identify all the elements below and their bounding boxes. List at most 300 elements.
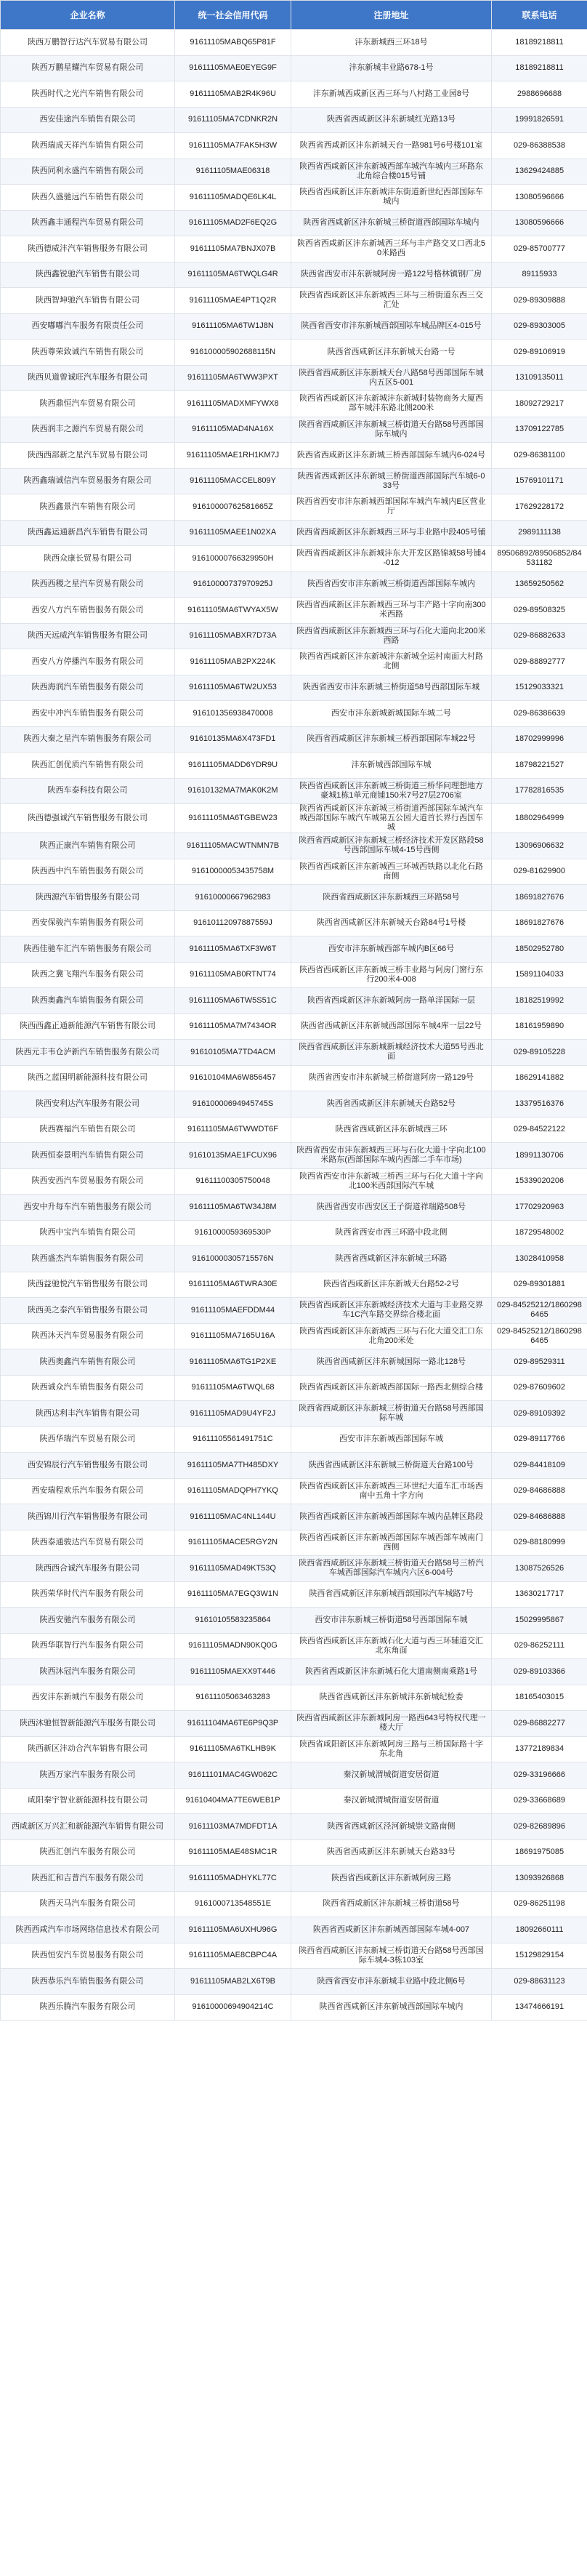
cell-phone: 18802964999 bbox=[492, 804, 587, 833]
table-row bbox=[1, 1581, 587, 1608]
table-row bbox=[1, 988, 587, 1014]
cell-address: 西安市沣东新城新城国际车城二号 bbox=[291, 701, 492, 727]
cell-name: 陕西汇和吉普汽车服务有限公司 bbox=[1, 1866, 175, 1892]
cell-address: 陕西省西咸新区沣东新城西部车城汽车城内三环路东北角综合楼015号铺 bbox=[291, 159, 492, 185]
cell-code: 91611105MA6TWWDT6F bbox=[175, 1117, 291, 1143]
cell-name: 陕西新区沣动合汽车销售有限公司 bbox=[1, 1736, 175, 1762]
cell-code: 91611105MA7M7434OR bbox=[175, 1014, 291, 1040]
cell-address: 陕西省西咸新区沣东新城沣东大开发区路锦城58号铺4-012 bbox=[291, 546, 492, 572]
cell-code: 91611105MA6TW34J8M bbox=[175, 1195, 291, 1221]
cell-address: 陕西省西咸新区沣东新城三桥街道西部国际汽车城6-033号 bbox=[291, 468, 492, 494]
cell-name: 陕西恒安汽车贸易服务有限公司 bbox=[1, 1943, 175, 1969]
cell-code: 91611105MAE4PT1Q2R bbox=[175, 288, 291, 314]
cell-name: 陕西天远威汽车销售服务有限公司 bbox=[1, 623, 175, 649]
cell-address: 陕西省西咸新区沣东新城西三环与石化大道向北200米西路 bbox=[291, 623, 492, 649]
cell-code: 91611105MAD49KT53Q bbox=[175, 1556, 291, 1582]
cell-phone: 13080596666 bbox=[492, 210, 587, 236]
cell-phone: 15129829154 bbox=[492, 1943, 587, 1969]
table-row bbox=[1, 1117, 587, 1143]
cell-code: 91611104MA6TE6P9Q3P bbox=[175, 1711, 291, 1737]
cell-code: 91611105MAB2LX6T9B bbox=[175, 1969, 291, 1995]
cell-phone: 029-82689896 bbox=[492, 1814, 587, 1840]
cell-phone: 13629424885 bbox=[492, 159, 587, 185]
cell-phone: 15029995867 bbox=[492, 1608, 587, 1634]
cell-phone: 19991826591 bbox=[492, 107, 587, 133]
cell-phone: 029-89109392 bbox=[492, 1401, 587, 1427]
cell-code: 91611105MAE06318 bbox=[175, 159, 291, 185]
table-row bbox=[1, 546, 587, 572]
cell-address: 西安市沣东新城西部国际车城 bbox=[291, 1427, 492, 1453]
table-row bbox=[1, 1556, 587, 1582]
cell-phone: 17782816535 bbox=[492, 778, 587, 804]
cell-name: 陕西润丰之源汽车贸易有限公司 bbox=[1, 417, 175, 443]
table-body bbox=[1, 30, 587, 2021]
cell-address: 陕西省西咸新区沣东新城天台八路58号西部国际车城内五区5-001 bbox=[291, 365, 492, 391]
cell-address: 陕西省西咸新区沣东新城西三环 bbox=[291, 1117, 492, 1143]
table-row bbox=[1, 1323, 587, 1349]
cell-code: 91611105MAE48SMC1R bbox=[175, 1839, 291, 1866]
cell-code: 91610105583235864 bbox=[175, 1608, 291, 1634]
table-row bbox=[1, 623, 587, 649]
table-row bbox=[1, 1453, 587, 1479]
cell-phone: 18092660111 bbox=[492, 1917, 587, 1943]
table-row bbox=[1, 1195, 587, 1221]
cell-name: 陕西荣华时代汽车服务有限公司 bbox=[1, 1581, 175, 1608]
cell-address: 秦汉新城渭城街道安居街道 bbox=[291, 1762, 492, 1789]
table-row bbox=[1, 107, 587, 133]
cell-phone: 2989111138 bbox=[492, 520, 587, 546]
cell-phone: 18189218811 bbox=[492, 30, 587, 56]
cell-phone: 029-89303005 bbox=[492, 313, 587, 340]
cell-code: 91610000053435758M bbox=[175, 859, 291, 885]
cell-address: 陕西省西安市沣东新城三桥街道阿房一路129号 bbox=[291, 1065, 492, 1091]
table-row bbox=[1, 885, 587, 911]
cell-address: 陕西省西咸新区沣东新城阿房一路单洋国际一层 bbox=[291, 988, 492, 1014]
table-row bbox=[1, 1168, 587, 1195]
cell-code: 91610000737970925J bbox=[175, 571, 291, 598]
cell-phone: 029-89106919 bbox=[492, 340, 587, 366]
cell-address: 陕西省西咸新区沣东新城阿房三路 bbox=[291, 1866, 492, 1892]
cell-code: 91611105MAEE1N02XA bbox=[175, 520, 291, 546]
cell-name: 陕西奥鑫汽车销售有限公司 bbox=[1, 1349, 175, 1376]
table-row bbox=[1, 1891, 587, 1917]
cell-name: 陕西时代之光汽车销售有限公司 bbox=[1, 81, 175, 108]
table-row bbox=[1, 675, 587, 701]
cell-phone: 029-89529311 bbox=[492, 1349, 587, 1376]
cell-phone: 13474666191 bbox=[492, 1994, 587, 2021]
cell-code: 91611105MADHYKL77C bbox=[175, 1866, 291, 1892]
cell-code: 91611105MABQ65P81F bbox=[175, 30, 291, 56]
cell-code: 91610105MA7TD4ACM bbox=[175, 1040, 291, 1066]
cell-code: 91610000694945745S bbox=[175, 1091, 291, 1118]
cell-code: 91611105MAD2F6EQ2G bbox=[175, 210, 291, 236]
cell-name: 陕西恒泰景明汽车销售有限公司 bbox=[1, 1143, 175, 1169]
cell-name: 陕西万鹏智行达汽车贸易有限公司 bbox=[1, 30, 175, 56]
cell-name: 西咸新区万兴汇和新能源汽车销售有限公司 bbox=[1, 1814, 175, 1840]
table-row bbox=[1, 1659, 587, 1685]
cell-phone: 15339020206 bbox=[492, 1168, 587, 1195]
table-row bbox=[1, 159, 587, 185]
cell-name: 陕西鑫景汽车销售有限公司 bbox=[1, 494, 175, 521]
table-row bbox=[1, 726, 587, 753]
cell-phone: 029-85700777 bbox=[492, 236, 587, 262]
column-header-phone: 联系电话 bbox=[492, 1, 587, 30]
cell-code: 91611105MACWTNMN7B bbox=[175, 833, 291, 859]
cell-address: 沣东新城丰业路678-1号 bbox=[291, 55, 492, 81]
cell-code: 91611105MA6TWRA30E bbox=[175, 1272, 291, 1298]
table-row bbox=[1, 288, 587, 314]
cell-code: 91610104MA6W856457 bbox=[175, 1065, 291, 1091]
table-row bbox=[1, 1375, 587, 1401]
cell-phone: 18691827676 bbox=[492, 910, 587, 936]
table-row bbox=[1, 391, 587, 417]
table-row bbox=[1, 1220, 587, 1246]
cell-code: 91611105MA6UXHU96G bbox=[175, 1917, 291, 1943]
cell-phone: 13709122785 bbox=[492, 417, 587, 443]
table-row bbox=[1, 1866, 587, 1892]
cell-address: 陕西省西安市沣东新城西部国际车城品牌区4-015号 bbox=[291, 313, 492, 340]
cell-name: 陕西西咸汽车市场网络信息技术有限公司 bbox=[1, 1917, 175, 1943]
cell-address: 陕西省西咸新区泾河新城崇文路南侧 bbox=[291, 1814, 492, 1840]
cell-phone: 89506892/89506852/84531182 bbox=[492, 546, 587, 572]
cell-phone: 18161959890 bbox=[492, 1014, 587, 1040]
cell-name: 陕西西稷之星汽车贸易有限公司 bbox=[1, 571, 175, 598]
table-row bbox=[1, 417, 587, 443]
cell-name: 陕西锦川行汽车销售服务有限公司 bbox=[1, 1504, 175, 1530]
cell-code: 91611105MAE1RH1KM7J bbox=[175, 443, 291, 469]
table-row bbox=[1, 778, 587, 804]
cell-phone: 18798221527 bbox=[492, 753, 587, 779]
table-row bbox=[1, 1143, 587, 1169]
cell-address: 陕西省西安市沣东新城西三环与石化大道十字向北100米路东(西部国际车城内西部二手车市场) bbox=[291, 1143, 492, 1169]
cell-phone: 13659250562 bbox=[492, 571, 587, 598]
cell-code: 91610000762581665Z bbox=[175, 494, 291, 521]
table-row bbox=[1, 804, 587, 833]
cell-address: 陕西省西咸新区沣东新城西三环路58号 bbox=[291, 885, 492, 911]
cell-address: 陕西省西咸新区沣东新城三桥丰业路与阿房门窗行东行200米4-008 bbox=[291, 962, 492, 988]
cell-name: 陕西德强诚汽车销售服务有限公司 bbox=[1, 804, 175, 833]
cell-address: 陕西省西咸新区沣东新城三桥西部国际车城内6-024号 bbox=[291, 443, 492, 469]
cell-phone: 17702920963 bbox=[492, 1195, 587, 1221]
cell-address: 陕西省西咸新区沣东新城阿房一路西643号特权代理一楼大厅 bbox=[291, 1711, 492, 1737]
cell-phone: 029-86388538 bbox=[492, 133, 587, 159]
cell-name: 陕西华瑞汽车贸易有限公司 bbox=[1, 1427, 175, 1453]
cell-name: 陕西泰通骏达汽车贸易有限公司 bbox=[1, 1530, 175, 1556]
cell-phone: 18691827676 bbox=[492, 885, 587, 911]
cell-phone: 029-81629900 bbox=[492, 859, 587, 885]
column-header-address: 注册地址 bbox=[291, 1, 492, 30]
cell-address: 陕西省西安市沣东新城丰业路中段北侧6号 bbox=[291, 1969, 492, 1995]
header-row bbox=[1, 1, 587, 30]
table-row bbox=[1, 30, 587, 56]
cell-phone: 18691975085 bbox=[492, 1839, 587, 1866]
cell-phone: 15129033321 bbox=[492, 675, 587, 701]
cell-address: 陕西省西咸新区沣东新城红光路13号 bbox=[291, 107, 492, 133]
cell-name: 陕西沐天汽车贸易服务有限公司 bbox=[1, 1323, 175, 1349]
cell-code: 91611105MAE0EYEG9F bbox=[175, 55, 291, 81]
cell-phone: 029-86381100 bbox=[492, 443, 587, 469]
table-row bbox=[1, 1530, 587, 1556]
cell-name: 陕西万鹏星耀汽车贸易有限公司 bbox=[1, 55, 175, 81]
cell-address: 陕西省西咸新区沣东新城沣东新城全运村南面大村路北侧 bbox=[291, 649, 492, 675]
table-row bbox=[1, 1608, 587, 1634]
cell-code: 91611105MAB2R4K96U bbox=[175, 81, 291, 108]
cell-phone: 029-84418109 bbox=[492, 1453, 587, 1479]
cell-name: 西安佳途汽车销售有限公司 bbox=[1, 107, 175, 133]
cell-name: 陕西乐腾汽车服务有限公司 bbox=[1, 1994, 175, 2021]
table-row bbox=[1, 1633, 587, 1659]
cell-phone: 18991130706 bbox=[492, 1143, 587, 1169]
table-row bbox=[1, 1349, 587, 1376]
cell-name: 陕西恭乐汽车销售服务有限公司 bbox=[1, 1969, 175, 1995]
cell-address: 陕西省西咸新区沣东新城三桥街道天台路100号 bbox=[291, 1453, 492, 1479]
cell-phone: 18729548002 bbox=[492, 1220, 587, 1246]
table-row bbox=[1, 1814, 587, 1840]
cell-name: 西安八方停播汽车服务有限公司 bbox=[1, 649, 175, 675]
cell-address: 沣东新城西部国际车城 bbox=[291, 753, 492, 779]
cell-address: 陕西省西咸新区沣东新城天台一路981号6号楼101室 bbox=[291, 133, 492, 159]
cell-name: 陕西安西汽车贸易服务有限公司 bbox=[1, 1168, 175, 1195]
cell-code: 91611103MA7MDFDT1A bbox=[175, 1814, 291, 1840]
cell-phone: 13087526526 bbox=[492, 1556, 587, 1582]
table-row bbox=[1, 571, 587, 598]
cell-code: 91611105MAB2PX224K bbox=[175, 649, 291, 675]
cell-phone: 029-33668689 bbox=[492, 1788, 587, 1814]
table-row bbox=[1, 701, 587, 727]
table-row bbox=[1, 468, 587, 494]
cell-code: 91611105MA7FAK5H3W bbox=[175, 133, 291, 159]
cell-name: 陕西海润汽车销售服务有限公司 bbox=[1, 675, 175, 701]
cell-address: 陕西省西咸新区沣东新城经济技术大道与丰业路交界车1C汽车路交界综合楼北面 bbox=[291, 1298, 492, 1324]
cell-address: 沣东新城西三环18号 bbox=[291, 30, 492, 56]
cell-code: 91610135MA6X473FD1 bbox=[175, 726, 291, 753]
cell-name: 陕西沐冠汽车服务有限公司 bbox=[1, 1659, 175, 1685]
cell-phone: 029-84686888 bbox=[492, 1478, 587, 1504]
cell-name: 陕西之冀飞翔汽车服务有限公司 bbox=[1, 962, 175, 988]
cell-code: 91611100305750048 bbox=[175, 1168, 291, 1195]
cell-code: 91611105MA6TKLHB9K bbox=[175, 1736, 291, 1762]
cell-name: 陕西奥鑫汽车销售服务有限公司 bbox=[1, 988, 175, 1014]
cell-phone: 029-33196666 bbox=[492, 1762, 587, 1789]
cell-phone: 029-87609602 bbox=[492, 1375, 587, 1401]
cell-name: 陕西益驰悦汽车销售服务有限公司 bbox=[1, 1272, 175, 1298]
cell-code: 91610000694904214C bbox=[175, 1994, 291, 2021]
cell-name: 陕西赛福汽车销售有限公司 bbox=[1, 1117, 175, 1143]
cell-address: 秦汉新城渭城街道安居街道 bbox=[291, 1788, 492, 1814]
cell-address: 陕西省西咸新区沣东新城西部国际车城西部车城南门西侧 bbox=[291, 1530, 492, 1556]
cell-code: 91610000667962983 bbox=[175, 885, 291, 911]
cell-name: 陕西万家汽车服务有限公司 bbox=[1, 1762, 175, 1789]
table-row bbox=[1, 598, 587, 624]
cell-name: 陕西安利达汽车服务有限公司 bbox=[1, 1091, 175, 1118]
cell-name: 陕西安驰汽车服务有限公司 bbox=[1, 1608, 175, 1634]
cell-code: 91611105063463283 bbox=[175, 1685, 291, 1711]
cell-address: 陕西省西咸新区沣东新城西三环世纪大道车汇市场西南中五角十字方向 bbox=[291, 1478, 492, 1504]
cell-phone: 13379516376 bbox=[492, 1091, 587, 1118]
table-row bbox=[1, 520, 587, 546]
cell-address: 陕西省西咸新区沣东新城新城经济技术大道55号西北面 bbox=[291, 1040, 492, 1066]
cell-phone: 2988696688 bbox=[492, 81, 587, 108]
cell-name: 陕西久盛驰远汽车销售有限公司 bbox=[1, 185, 175, 211]
cell-code: 91611105MA6TXF3W6T bbox=[175, 936, 291, 963]
cell-code: 91611105MACCEL809Y bbox=[175, 468, 291, 494]
cell-address: 陕西省西咸新区沣东新城天台路52号 bbox=[291, 1091, 492, 1118]
cell-address: 陕西省西安市沣东新城三桥西三环与石化大道十字向北100米西部国际汽车城 bbox=[291, 1168, 492, 1195]
cell-phone: 029-89508325 bbox=[492, 598, 587, 624]
cell-phone: 029-86882633 bbox=[492, 623, 587, 649]
cell-name: 陕西德威沣汽车销售服务有限公司 bbox=[1, 236, 175, 262]
cell-address: 陕西省西咸新区沣东新城西三环城西铁路以北化石路南侧 bbox=[291, 859, 492, 885]
cell-phone: 89115933 bbox=[492, 262, 587, 288]
cell-address: 陕西省西咸新区沣东新城三桥街道三桥华问理想地方豪城1栋1单元商铺150米7号27层2706室 bbox=[291, 778, 492, 804]
cell-code: 91611105MACE5RGY2N bbox=[175, 1530, 291, 1556]
table-row bbox=[1, 365, 587, 391]
cell-address: 陕西省西咸新区沣东新城三桥街道58号 bbox=[291, 1891, 492, 1917]
cell-name: 陕西汇创汽车服务有限公司 bbox=[1, 1839, 175, 1866]
table-row bbox=[1, 443, 587, 469]
cell-address: 陕西省西安市沣东新城阿房一路122号格林镇钢厂房 bbox=[291, 262, 492, 288]
cell-phone: 029-86251198 bbox=[492, 1891, 587, 1917]
cell-name: 陕西鼎恒汽车贸易有限公司 bbox=[1, 391, 175, 417]
cell-name: 陕西众康长贸易有限公司 bbox=[1, 546, 175, 572]
cell-code: 91611105MAC4NL144U bbox=[175, 1504, 291, 1530]
table-row bbox=[1, 1040, 587, 1066]
table-row bbox=[1, 262, 587, 288]
cell-code: 91611105MA6TWQL68 bbox=[175, 1375, 291, 1401]
cell-code: 91611105MA6TWYAX5W bbox=[175, 598, 291, 624]
cell-name: 陕西源汽车销售服务有限公司 bbox=[1, 885, 175, 911]
table-row bbox=[1, 81, 587, 108]
cell-phone: 029-84686888 bbox=[492, 1504, 587, 1530]
cell-address: 陕西省西咸新区沣东新城沣东新城纪检委 bbox=[291, 1685, 492, 1711]
table-row bbox=[1, 753, 587, 779]
cell-code: 91611105MA7TH485DXY bbox=[175, 1453, 291, 1479]
table-row bbox=[1, 133, 587, 159]
cell-address: 陕西省咸阳新区沣东新城阿房三路与三桥国际路十字东北角 bbox=[291, 1736, 492, 1762]
cell-address: 陕西省西咸新区沣东新城三桥街道西部国际车城汽车城西部国际车城汽车城第五公园大道首长界行西国车城 bbox=[291, 804, 492, 833]
cell-name: 陕西西中汽车销售服务有限公司 bbox=[1, 859, 175, 885]
column-header-code: 统一社会信用代码 bbox=[175, 1, 291, 30]
cell-phone: 029-89105228 bbox=[492, 1040, 587, 1066]
cell-name: 西安嘟嘟汽车服务有限责任公司 bbox=[1, 313, 175, 340]
cell-name: 陕西鑫瑞诚信汽车贸易服务有限公司 bbox=[1, 468, 175, 494]
cell-name: 陕西沐驰恒智新能源汽车服务有限公司 bbox=[1, 1711, 175, 1737]
cell-address: 陕西省西咸新区沣东新城天台路33号 bbox=[291, 1839, 492, 1866]
table-row bbox=[1, 1685, 587, 1711]
table-row bbox=[1, 1943, 587, 1969]
cell-name: 陕西天马汽车服务有限公司 bbox=[1, 1891, 175, 1917]
table-header bbox=[1, 1, 587, 30]
cell-address: 陕西省西咸新区沣东新城石化大道与西三环辅道交汇北东角面 bbox=[291, 1633, 492, 1659]
table-row bbox=[1, 236, 587, 262]
cell-address: 陕西省西咸新区沣东新城三桥经济技术开发区路段58号西部国际车城4-15号西侧 bbox=[291, 833, 492, 859]
cell-phone: 18502952780 bbox=[492, 936, 587, 963]
table-row bbox=[1, 649, 587, 675]
cell-name: 陕西汇创优质汽车销售有限公司 bbox=[1, 753, 175, 779]
cell-code: 91611105MA7165U16A bbox=[175, 1323, 291, 1349]
cell-address: 陕西省西咸新区沣东新城西部国际车城4库一层22号 bbox=[291, 1014, 492, 1040]
cell-address: 陕西省西安市沣东新城西部国际车城汽车城内E区营业厅 bbox=[291, 494, 492, 521]
cell-name: 西安中升每车汽车销售服务有限公司 bbox=[1, 1195, 175, 1221]
cell-phone: 029-88892777 bbox=[492, 649, 587, 675]
cell-code: 91611105MADQPH7YKQ bbox=[175, 1478, 291, 1504]
cell-code: 91610112097887559J bbox=[175, 910, 291, 936]
table-row bbox=[1, 1917, 587, 1943]
cell-code: 91611105MA6TW1J8N bbox=[175, 313, 291, 340]
cell-name: 陕西车泰科技有限公司 bbox=[1, 778, 175, 804]
cell-phone: 029-86882277 bbox=[492, 1711, 587, 1737]
cell-address: 陕西省西咸新区沣东新城西部国际一路西北侧综合楼 bbox=[291, 1375, 492, 1401]
cell-name: 咸阳秦宇智业新能源科技有限公司 bbox=[1, 1788, 175, 1814]
cell-address: 陕西省西咸新区沣东新城西部国际车城内品牌区路段 bbox=[291, 1504, 492, 1530]
cell-address: 西安市沣东新城西部车城内B区66号 bbox=[291, 936, 492, 963]
table-row bbox=[1, 1091, 587, 1118]
cell-phone: 029-88180999 bbox=[492, 1530, 587, 1556]
cell-code: 91611105MAEXX9T446 bbox=[175, 1659, 291, 1685]
table-row bbox=[1, 55, 587, 81]
cell-code: 91611105MA7BNJX07B bbox=[175, 236, 291, 262]
cell-address: 陕西省西咸新区沣东新城石化大道南侧南乘路1号 bbox=[291, 1659, 492, 1685]
table-row bbox=[1, 936, 587, 963]
cell-phone: 13096906632 bbox=[492, 833, 587, 859]
cell-code: 91611105MA6TGBEW23 bbox=[175, 804, 291, 833]
cell-name: 陕西同利永盛汽车销售有限公司 bbox=[1, 159, 175, 185]
cell-phone: 029-84525212/18602986465 bbox=[492, 1323, 587, 1349]
cell-name: 陕西佳驰车汇汽车销售服务有限公司 bbox=[1, 936, 175, 963]
cell-phone: 029-84522122 bbox=[492, 1117, 587, 1143]
cell-name: 西安保骏汽车销售服务有限公司 bbox=[1, 910, 175, 936]
cell-name: 西安沣东新城汽车服务有限公司 bbox=[1, 1685, 175, 1711]
cell-code: 91611105MADXMFYWX8 bbox=[175, 391, 291, 417]
cell-name: 陕西诚众汽车销售服务有限公司 bbox=[1, 1375, 175, 1401]
cell-code: 91611105MA6TWW3PXT bbox=[175, 365, 291, 391]
cell-address: 陕西省西安市沣东新城三桥街道58号西部国际车城 bbox=[291, 675, 492, 701]
cell-code: 916100005902688115N bbox=[175, 340, 291, 366]
table-row bbox=[1, 1711, 587, 1737]
cell-name: 陕西之蓝国明新能源科技有限公司 bbox=[1, 1065, 175, 1091]
table-row bbox=[1, 185, 587, 211]
cell-address: 陕西省西咸新区沣东新城西部国际车城4-007 bbox=[291, 1917, 492, 1943]
cell-address: 陕西省西咸新区沣东新城国际一路北128号 bbox=[291, 1349, 492, 1376]
cell-address: 陕西省西安市西安区王子街道祥瑞路508号 bbox=[291, 1195, 492, 1221]
cell-phone: 029-86386639 bbox=[492, 701, 587, 727]
table-row bbox=[1, 1762, 587, 1789]
cell-address: 陕西省西安市西三环路中段北侧 bbox=[291, 1220, 492, 1246]
cell-name: 陕西鑫丰通程汽车贸易有限公司 bbox=[1, 210, 175, 236]
cell-address: 陕西省西咸新区沣东新城沣东街道新世纪西部国际车城内 bbox=[291, 185, 492, 211]
cell-name: 陕西鑫运通新昌汽车销售有限公司 bbox=[1, 520, 175, 546]
cell-phone: 029-89103366 bbox=[492, 1659, 587, 1685]
table-row bbox=[1, 1504, 587, 1530]
cell-phone: 13109135011 bbox=[492, 365, 587, 391]
cell-name: 陕西尊荣致诚汽车销售有限公司 bbox=[1, 340, 175, 366]
table-row bbox=[1, 859, 587, 885]
cell-code: 91611105MADD6YDR9U bbox=[175, 753, 291, 779]
cell-address: 陕西省西咸新区沣东新城天台路一号 bbox=[291, 340, 492, 366]
cell-address: 陕西省西咸新区沣东新城三桥街道天台路58号西部国际车城 bbox=[291, 1401, 492, 1427]
cell-name: 陕西美之泰汽车销售服务有限公司 bbox=[1, 1298, 175, 1324]
table-row bbox=[1, 962, 587, 988]
cell-name: 陕西正康汽车销售有限公司 bbox=[1, 833, 175, 859]
table-row bbox=[1, 1839, 587, 1866]
table-row bbox=[1, 313, 587, 340]
cell-phone: 13630217717 bbox=[492, 1581, 587, 1608]
cell-phone: 13028410958 bbox=[492, 1246, 587, 1272]
cell-code: 91611105MAD9U4YF2J bbox=[175, 1401, 291, 1427]
cell-code: 91611105MAE8CBPC4A bbox=[175, 1943, 291, 1969]
cell-name: 陕西达利丰汽车销售有限公司 bbox=[1, 1401, 175, 1427]
cell-code: 91611101MAC4GW062C bbox=[175, 1762, 291, 1789]
